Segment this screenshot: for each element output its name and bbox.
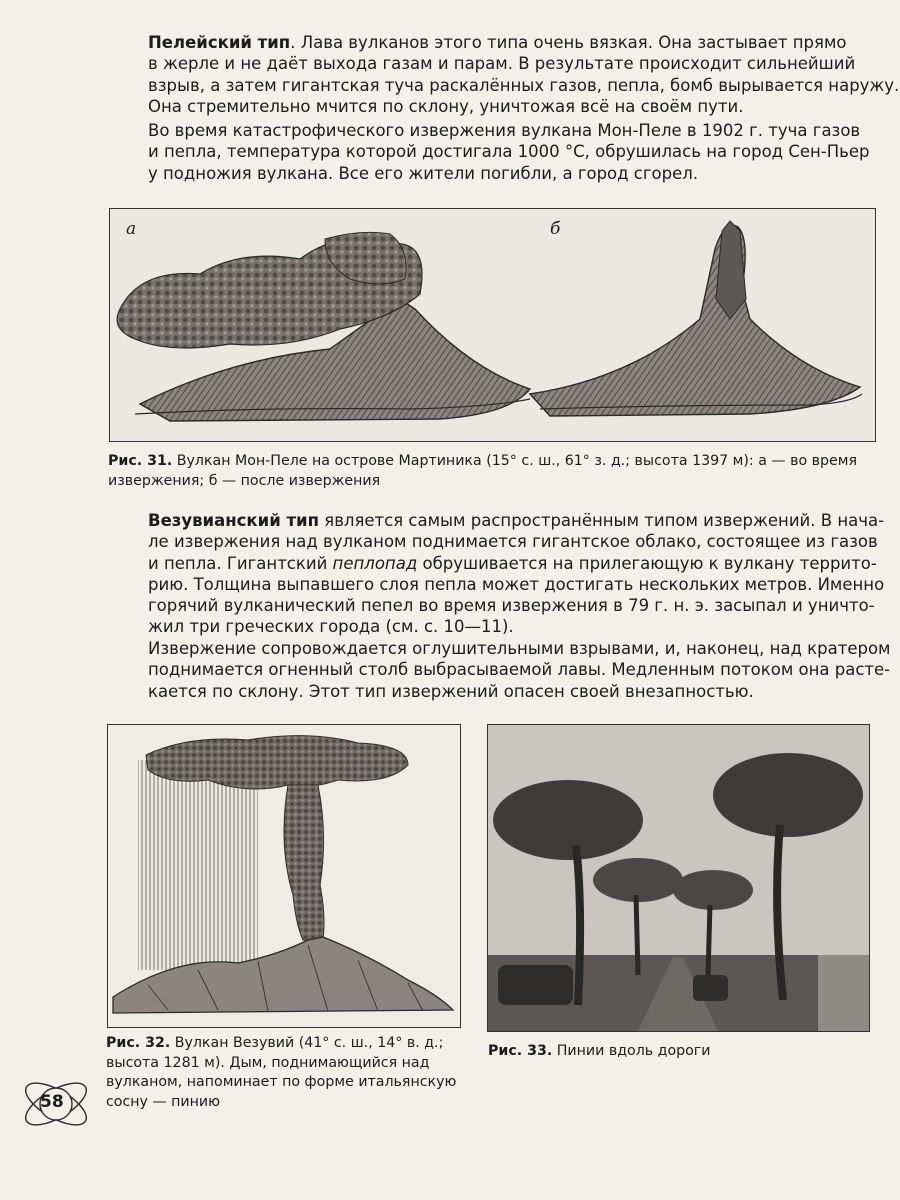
eruption-column (284, 785, 324, 940)
vesuvian-paragraph: Везувианский тип является самым распространённым типом извержений. В нача- ле извержения над вулканом поднимается гигантское облако, состоящее из газов и пепла. Гигантский пеплопад обрушивается на прилегающую к вулкану террито- рию. Толщина выпавшего слоя пепла может достигать нескольких метров. Именно горячий вулканический пепел во время извержения в 79 г. н. э. засыпал и уничто- жил три греческих города (см. с. 10—11). (148, 511, 885, 637)
vesuvian-heading: Везувианский тип (148, 511, 320, 530)
car-left (498, 965, 573, 1005)
figure-31-caption: Рис. 31. Вулкан Мон-Пеле на острове Мартиника (15° с. ш., 61° з. д.; высота 1397 м): а — во время извержения; б — после извержения (108, 453, 857, 489)
car-center (693, 975, 728, 1001)
eruption-paragraph: Извержение сопровождается оглушительными взрывами, и, наконец, над кратером поднимается огненный столб выбрасываемой лавы. Медленным потоком она расте- кается по склону. Этот тип извержений опасен своей внезапностью. (148, 639, 891, 701)
figure-33-pines-photo (487, 724, 870, 1032)
intro-paragraph: Пелейский тип. Лава вулканов этого типа очень вязкая. Она застывает прямо в жерле и не даёт выхода газам и парам. В результате происходит сильнейший взрыв, а затем гигантская туча раскалённых газов, пепла, бомб вырывается наружу. Она стремительно мчится по склону, уничтожая всё на своём пути. (148, 33, 900, 116)
figure-31-label-a: а (126, 219, 137, 239)
ash-cloud (146, 736, 408, 789)
pine-crown-left (493, 780, 643, 860)
figure-32-vesuvius-drawing (107, 724, 461, 1028)
figure-31-label-b: б (550, 219, 561, 239)
figure-33-caption: Рис. 33. Пинии вдоль дороги (488, 1043, 711, 1059)
page-number-badge (18, 1068, 98, 1138)
mont-pelee-volcano-drawings (110, 209, 875, 441)
page-number: 58 (40, 1092, 64, 1112)
mont-pelee-paragraph: Во время катастрофического извержения вулкана Мон-Пеле в 1902 г. туча газов и пепла, температура которой достигала 1000 °С, обрушилась на город Сен-Пьер у подножия вулкана. Все его жители погибли, а город сгорел. (148, 121, 870, 183)
figure-31-illustration (109, 208, 876, 442)
peleian-heading: Пелейский тип (148, 33, 291, 52)
pine-crown-right (713, 753, 863, 837)
figure-32-caption: Рис. 32. Вулкан Везувий (41° с. ш., 14° в. д.; высота 1281 м). Дым, поднимающийся над вулканом, напоминает по форме итальянскую сосну — пинию (106, 1035, 457, 1110)
peplopad-term: пеплопад (332, 553, 418, 573)
ash-rain (138, 760, 258, 970)
